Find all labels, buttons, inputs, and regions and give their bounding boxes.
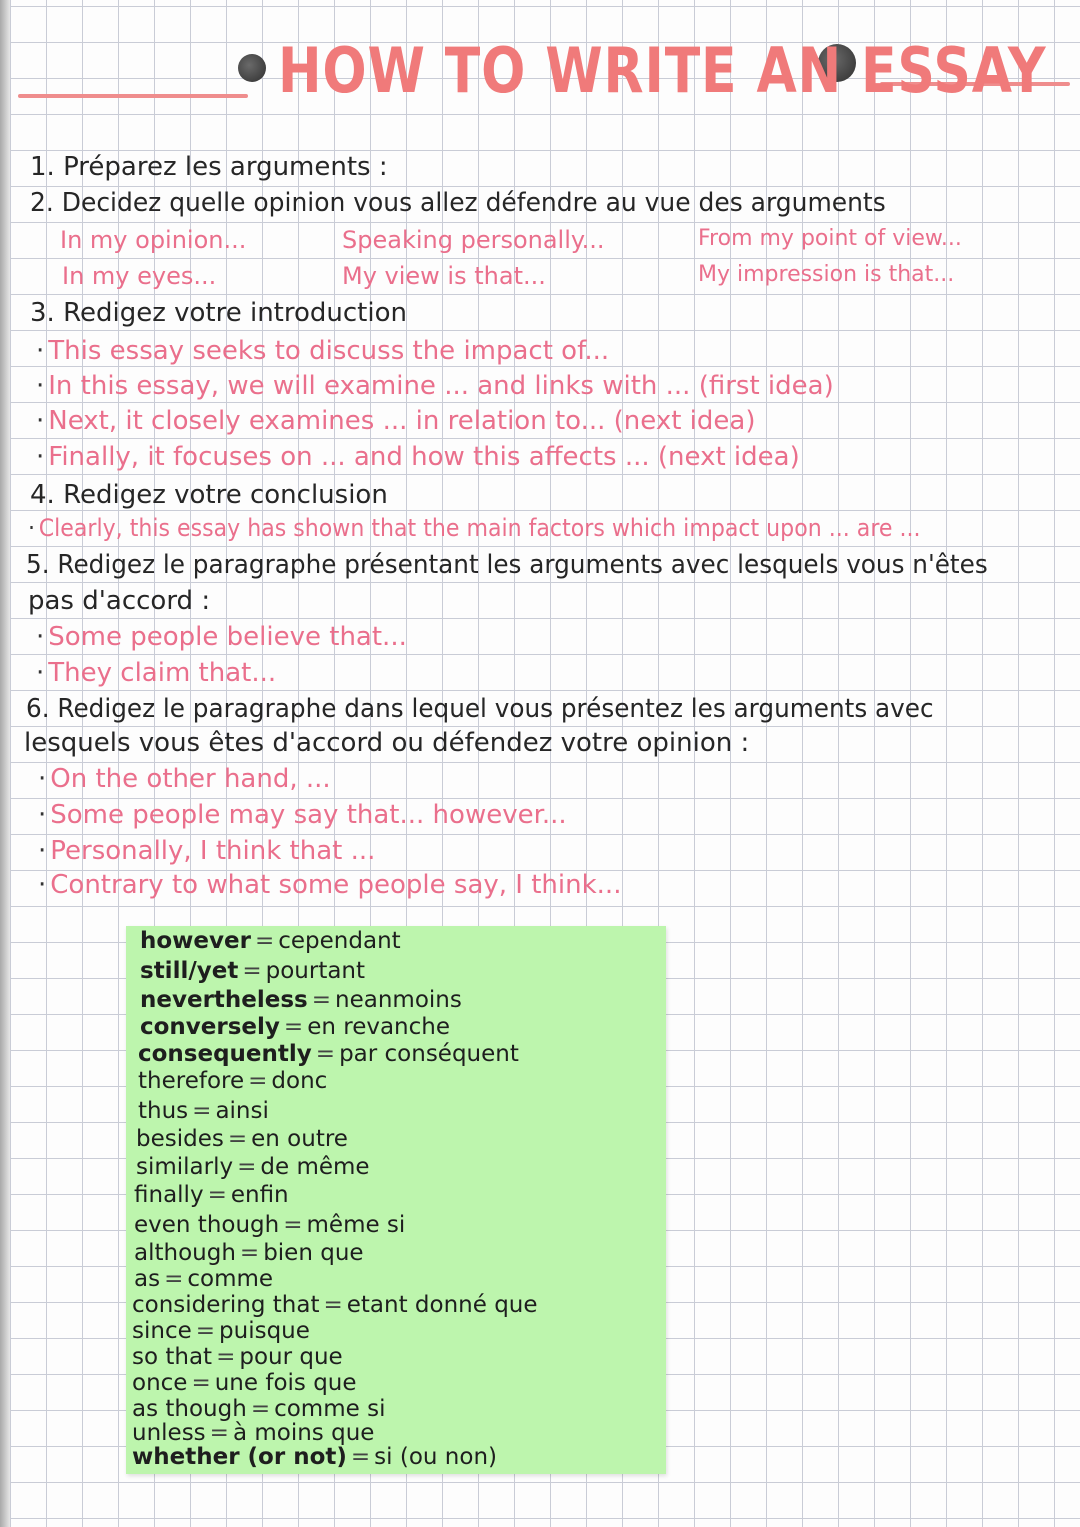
vocab-entry: consequently = par conséquent [138, 1041, 519, 1067]
agree-phrase: · Personally, I think that ... [38, 836, 376, 866]
vocab-entry: therefore = donc [138, 1068, 328, 1094]
vocab-entry: since = puisque [132, 1318, 310, 1344]
vocab-entry: thus = ainsi [138, 1098, 269, 1124]
intro-phrase: · In this essay, we will examine ... and links with ... (first idea) [36, 371, 834, 401]
agree-phrase: · Some people may say that... however... [38, 800, 567, 830]
vocab-entry: still/yet = pourtant [140, 958, 366, 984]
page-title: HOW TO WRITE AN ESSAY [278, 34, 1047, 107]
vocab-entry: similarly = de même [136, 1154, 370, 1180]
vocab-entry: as = comme [134, 1266, 274, 1292]
title-rule-left [18, 94, 248, 98]
vocab-entry: once = une fois que [132, 1370, 357, 1396]
agree-phrase: · Contrary to what some people say, I think... [38, 870, 622, 900]
vocab-entry: conversely = en revanche [140, 1014, 450, 1040]
page-edge-shadow [0, 0, 10, 1527]
vocab-entry: finally = enfin [134, 1182, 289, 1208]
intro-phrase: · This essay seeks to discuss the impact of... [36, 336, 610, 366]
step-6-heading: 6. Redigez le paragraphe dans lequel vous présentez les arguments avec [26, 694, 934, 724]
opinion-phrase: My view is that... [342, 262, 546, 290]
agree-phrase: · On the other hand, ... [38, 764, 331, 794]
vocab-entry: so that = pour que [132, 1344, 343, 1370]
vocab-entry: whether (or not) = si (ou non) [132, 1444, 497, 1470]
vocab-entry: however = cependant [140, 928, 401, 954]
step-6-heading-cont: lesquels vous êtes d'accord ou défendez votre opinion : [24, 728, 750, 758]
step-5-heading-cont: pas d'accord : [28, 586, 211, 616]
step-3-heading: 3. Redigez votre introduction [30, 298, 407, 328]
punch-hole-left [238, 54, 266, 82]
opinion-phrase: From my point of view... [698, 226, 962, 251]
disagree-phrase: · They claim that... [36, 658, 277, 688]
intro-phrase: · Next, it closely examines ... in relation to... (next idea) [36, 406, 756, 436]
vocab-entry: unless = à moins que [132, 1420, 375, 1446]
opinion-phrase: In my eyes... [62, 262, 217, 290]
disagree-phrase: · Some people believe that... [36, 622, 407, 652]
vocab-entry: besides = en outre [136, 1126, 348, 1152]
step-5-heading: 5. Redigez le paragraphe présentant les arguments avec lesquels vous n'êtes [26, 550, 988, 580]
step-1-heading: 1. Préparez les arguments : [30, 152, 388, 182]
intro-phrase: · Finally, it focuses on ... and how this affects ... (next idea) [36, 442, 800, 472]
opinion-phrase: Speaking personally... [342, 226, 605, 254]
vocab-entry: although = bien que [134, 1240, 364, 1266]
conclusion-phrase: · Clearly, this essay has shown that the main factors which impact upon ... are ... [28, 514, 921, 542]
linking-words-sticky-note [126, 926, 666, 1474]
vocab-entry: even though = même si [134, 1212, 406, 1238]
vocab-entry: as though = comme si [132, 1396, 386, 1422]
step-4-heading: 4. Redigez votre conclusion [30, 480, 388, 510]
vocab-entry: nevertheless = neanmoins [140, 987, 462, 1013]
opinion-phrase: My impression is that... [698, 262, 955, 287]
vocab-entry: considering that = etant donné que [132, 1292, 538, 1318]
step-2-heading: 2. Decidez quelle opinion vous allez défendre au vue des arguments [30, 188, 886, 218]
opinion-phrase: In my opinion... [60, 226, 247, 254]
